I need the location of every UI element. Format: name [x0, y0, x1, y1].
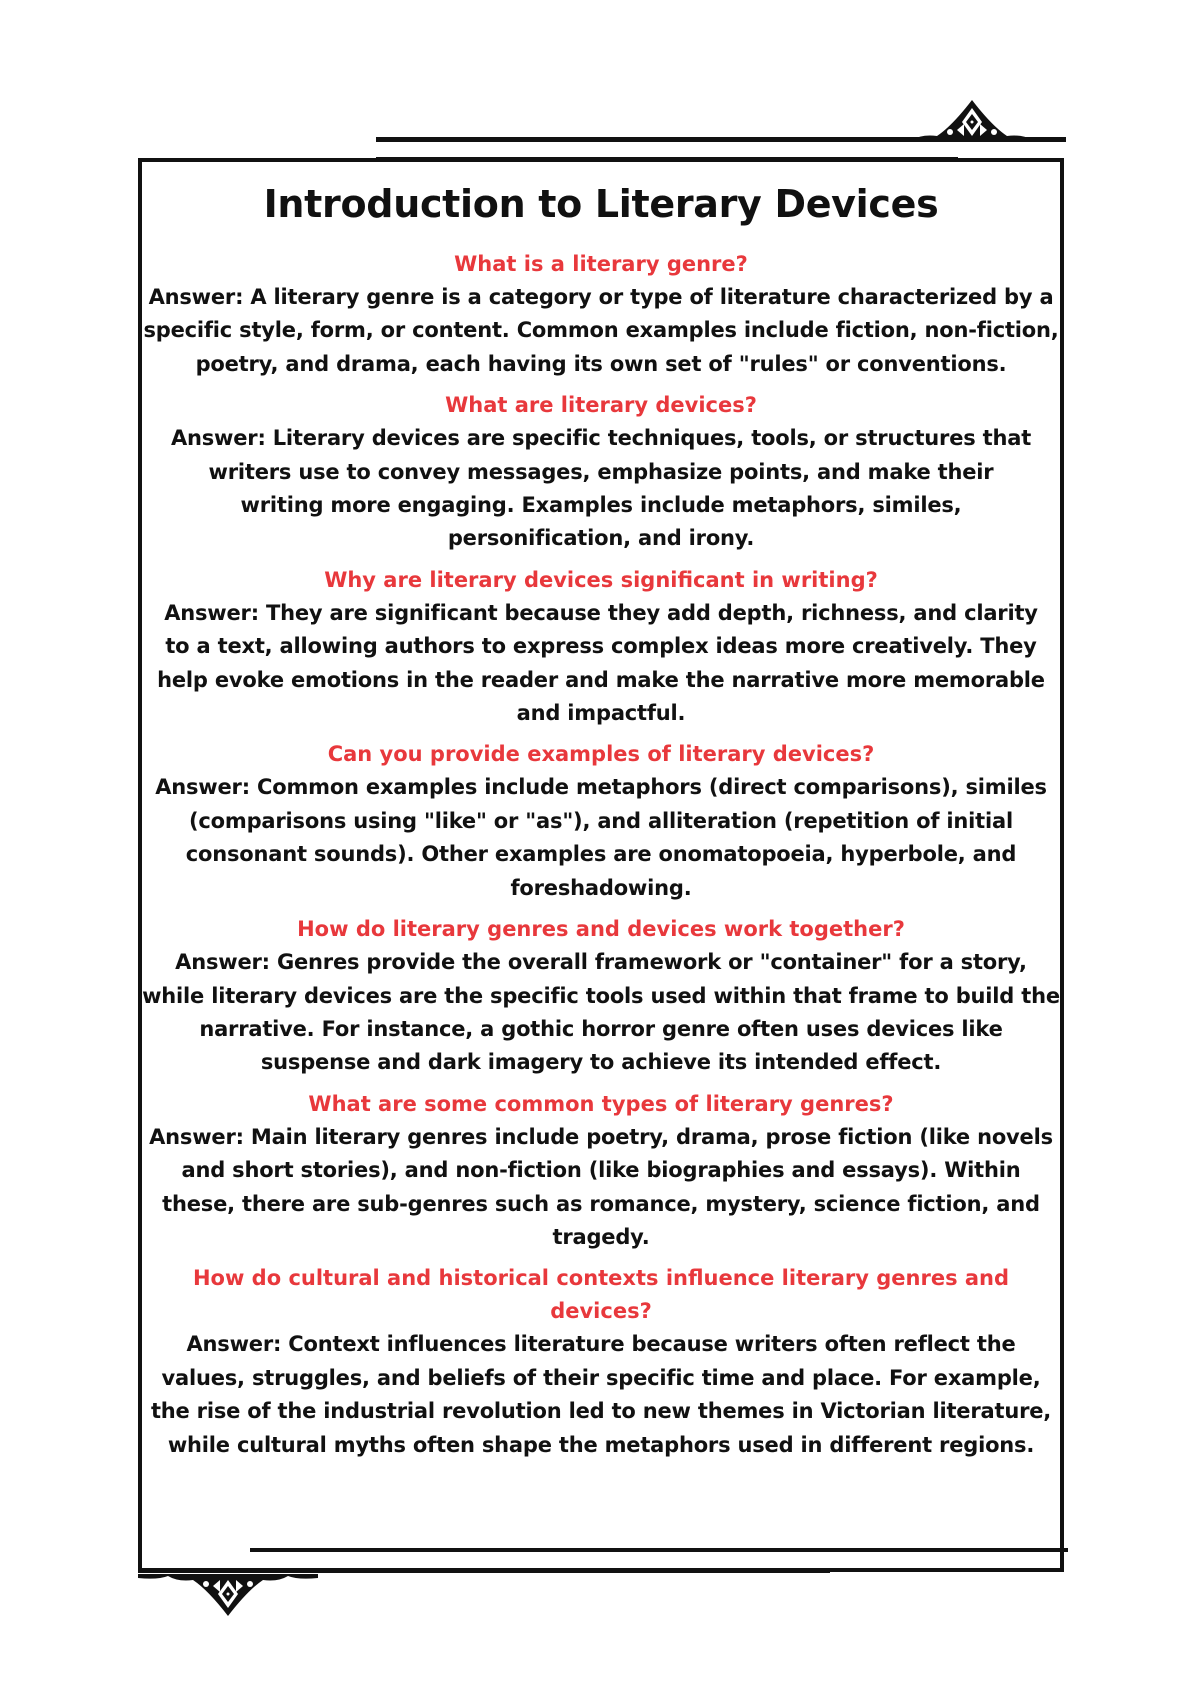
question: Can you provide examples of literary devices? [327, 742, 875, 767]
answer: Answer: Main literary genres include poetry, drama, prose fiction (like novels and short stories), and non-fiction (like biographies and essays). Within these, there are sub-genres such as romance, mystery, science fiction, and tragedy. [149, 1124, 1053, 1249]
question: Why are literary devices significant in writing? [324, 567, 878, 592]
question: How do cultural and historical contexts influence literary genres and devices? [192, 1266, 1010, 1324]
qa-item [142, 564, 1060, 731]
qa-item [142, 913, 1060, 1080]
answer: Answer: Literary devices are specific techniques, tools, or structures that writers use to convey messages, emphasize points, and make their writing more engaging. Examples include metaphors, similes, personification, and irony. [170, 426, 1032, 551]
bottom-left-ornament-icon [138, 1570, 318, 1620]
qa-item [142, 248, 1060, 381]
document-body [142, 176, 1060, 1470]
question: What is a literary genre? [454, 252, 748, 276]
answer: Answer: Common examples include metaphors (direct comparisons), similes (comparisons using "like" or "as"), and alliteration (repetition of initial consonant sounds). Other examples are onomatopoeia, hyperbole, and foreshadowing. [155, 775, 1047, 900]
answer: Answer: Genres provide the overall framework or "container" for a story, while literary devices are the specific tools used within that frame to build the narrative. For instance, a gothic horror genre often uses devices like suspense and dark imagery to achieve its intended effect. [142, 950, 1060, 1075]
qa-item [142, 738, 1060, 905]
qa-item [142, 1262, 1060, 1462]
question: What are literary devices? [445, 393, 757, 418]
top-right-ornament-icon [882, 96, 1062, 146]
answer: Answer: A literary genre is a category or type of literature characterized by a specific style, form, or content. Common examples include fiction, non-fiction, poetry, and drama, each having its own set of "rules" or conventions. [143, 285, 1059, 376]
qa-item [142, 389, 1060, 556]
question: What are some common types of literary genres? [308, 1091, 894, 1116]
answer: Answer: They are significant because they add depth, richness, and clarity to a text, allowing authors to express complex ideas more creatively. They help evoke emotions in the reader and make the narrative more memorable and impactful. [157, 600, 1045, 726]
top-rule-inner [376, 157, 958, 161]
bottom-rule-inner [250, 1548, 1068, 1552]
answer: Answer: Context influences literature because writers often reflect the values, struggles, and beliefs of their specific time and place. For example, the rise of the industrial revolution led to new themes in Victorian literature, while cultural myths often shape the metaphors used in different regions. [150, 1332, 1052, 1457]
page-title: Introduction to Literary Devices [263, 182, 939, 226]
question: How do literary genres and devices work together? [297, 917, 905, 942]
qa-item [142, 1088, 1060, 1255]
